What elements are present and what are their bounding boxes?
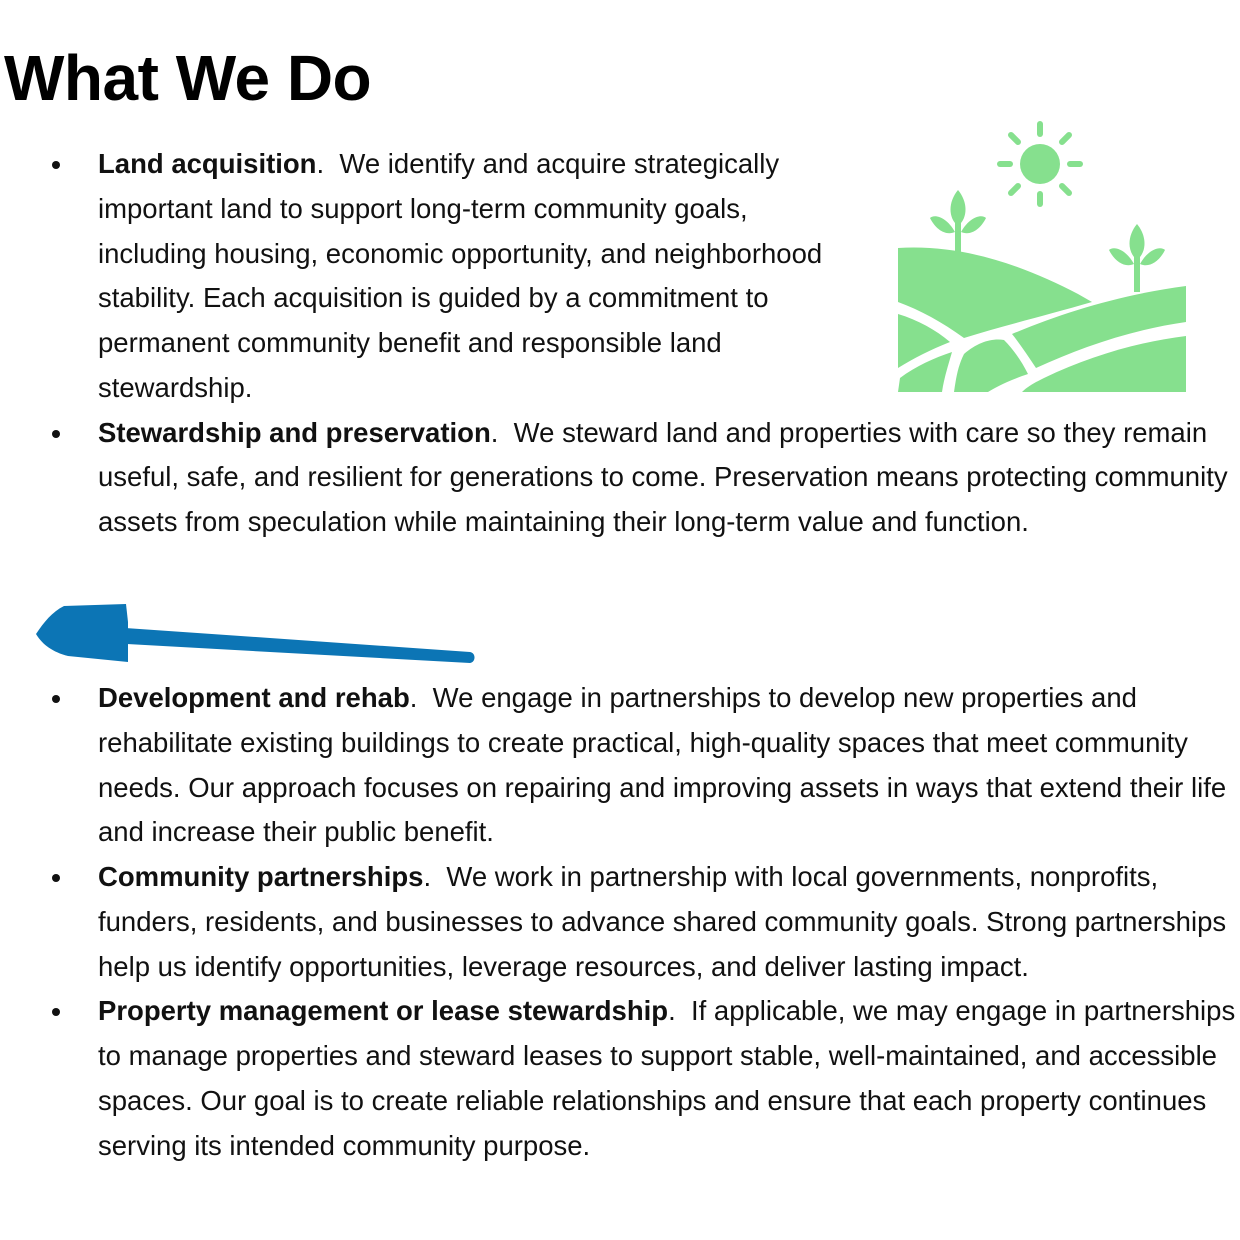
bullet-dot [52,1008,60,1016]
page-title: What We Do [4,42,372,114]
item-description: We engage in partnerships to develop new properties and rehabilitate existing buildings to create practical, high-quality spaces that meet community needs. Our approach focuses on repairing and improving assets in ways that extend their life and increase their public benefit. [98,682,1227,848]
item-term: Community partnerships [98,861,424,892]
list-item-stewardship-preservation [0,411,1228,545]
item-description: We steward land and properties with care so they remain useful, safe, and resilient for generations to come. Preservation means protecting community assets from speculation while maintaining their long-term value and function. [98,416,1228,537]
item-description: If applicable, we may engage in partnerships to manage properties and steward leases to support stable, well-maintained, and accessible spaces. Our goal is to create reliable relationships and ensure that each property continues serving its intended community purpose. [98,995,1236,1161]
term-period: . [409,682,433,713]
term-period: . [490,416,514,448]
item-term: Development and rehab [98,682,410,713]
bullet-dot [52,430,60,438]
farm-landscape-icon [894,116,1188,394]
item-term: Property management or lease stewardship [98,995,669,1027]
item-description: We identify and acquire strategically important land to support long-term community goals, including housing, economic opportunity, and neighborhood stability. Each acquisition is guided by a commitment to permanent community benefit and responsible land stewardship. [98,148,823,403]
term-period: . [423,861,447,892]
list-item-community-partnerships [0,855,1238,989]
item-term: Stewardship and preservation [98,416,491,448]
item-description: We work in partnership with local governments, nonprofits, funders, residents, and businesses to advance shared community goals. Strong partnerships help us identify opportunities, leverage resources, and deliver lasting impact. [98,861,1227,982]
bullet-dot [52,161,60,169]
term-period: . [316,148,340,179]
services-list-bottom [0,676,1240,1168]
field-hills [898,248,1186,392]
term-period: . [668,995,691,1027]
list-item-property-management [0,989,1238,1168]
shovel-icon [34,600,478,670]
list-item-development-rehab [0,676,1238,855]
sprout-icon-right [1109,224,1165,292]
sun-icon [1000,124,1080,204]
item-term: Land acquisition [98,148,317,179]
bullet-dot [52,874,60,882]
list-item-land-acquisition [0,142,858,411]
bullet-dot [52,695,60,703]
